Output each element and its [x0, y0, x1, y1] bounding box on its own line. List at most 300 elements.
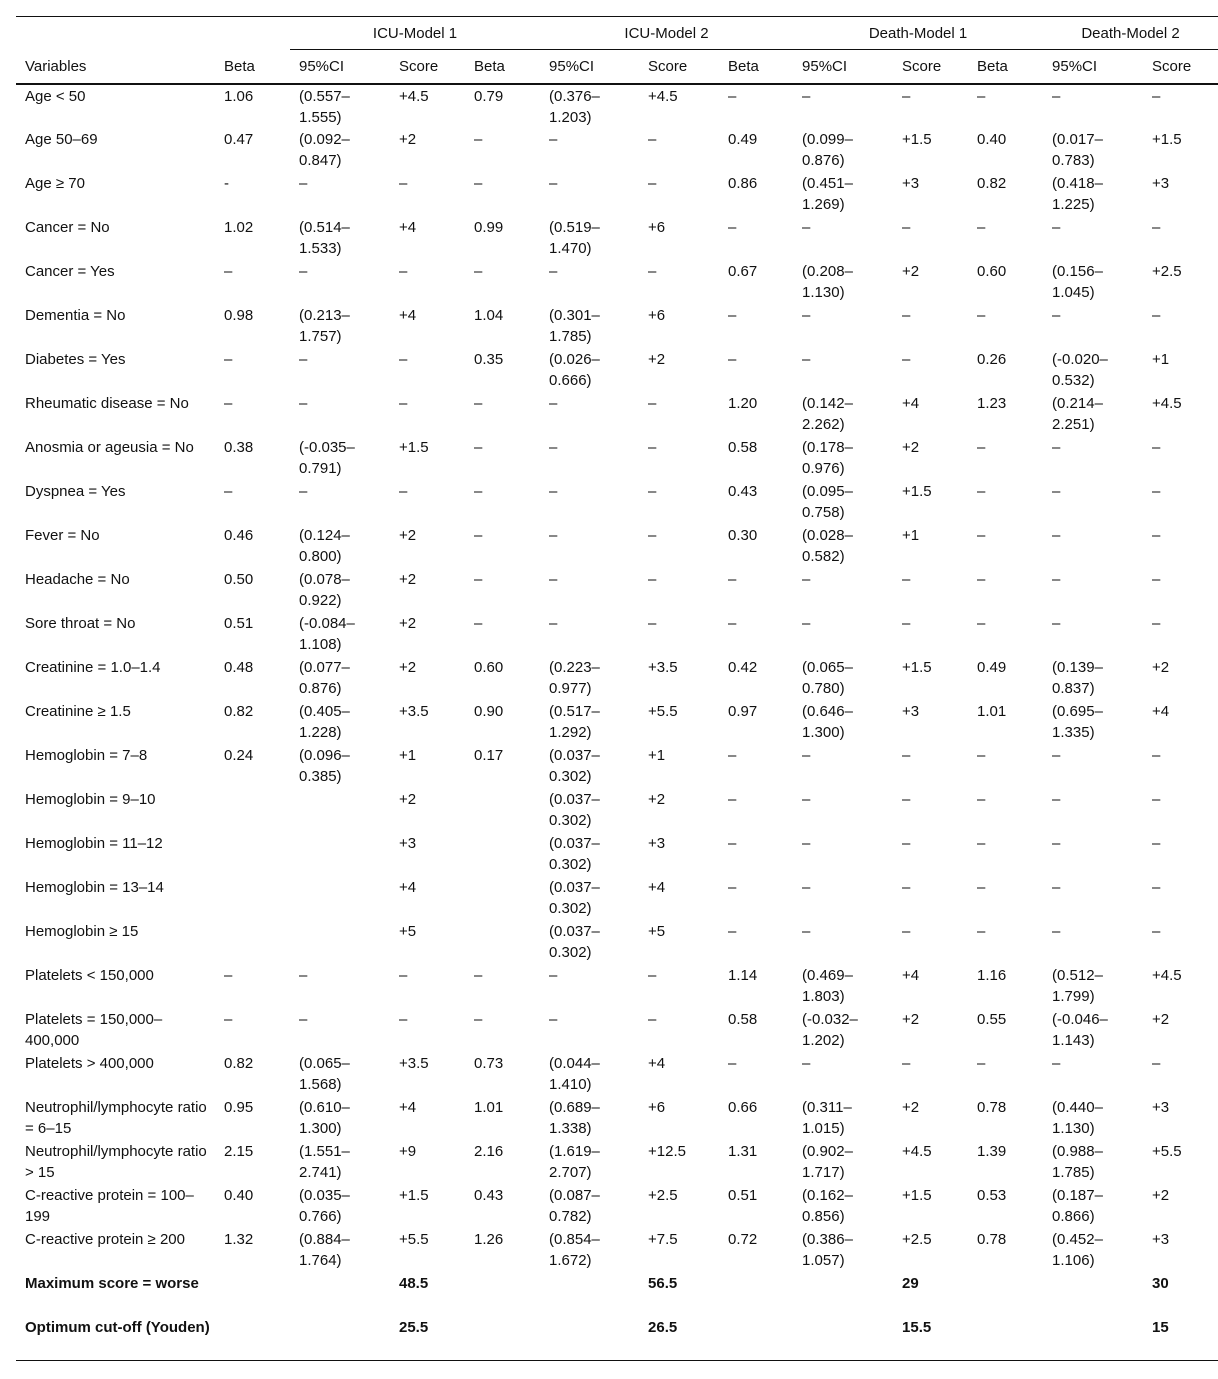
value-cell: +2	[902, 263, 920, 280]
value-cell: –	[1052, 835, 1061, 852]
group-header-death-model-1: Death-Model 1	[793, 17, 1043, 50]
value-cell: (-0.046–1.143)	[1052, 1011, 1108, 1049]
value-cell: (0.311–1.015)	[802, 1099, 852, 1137]
value-cell: (0.099–0.876)	[802, 131, 853, 169]
value-cell	[465, 920, 540, 964]
value-cell: (0.035–0.766)	[299, 1187, 350, 1225]
value-cell: –	[902, 219, 911, 236]
value-cell: –	[474, 131, 483, 148]
value-cell: 0.67	[728, 263, 758, 280]
value-cell: 0.48	[224, 659, 254, 676]
value-cell: –	[802, 88, 811, 105]
value-cell: 0.46	[224, 527, 254, 544]
value-cell: 0.58	[728, 439, 758, 456]
value-cell: –	[977, 307, 986, 324]
value-cell: –	[399, 395, 408, 412]
value-cell: 1.20	[728, 395, 758, 412]
variable-cell: Hemoglobin = 11–12	[25, 835, 163, 852]
value-cell: (1.551–2.741)	[299, 1143, 350, 1181]
value-cell: (-0.020–0.532)	[1052, 351, 1108, 389]
table-row	[16, 1272, 1218, 1316]
value-cell: 0.99	[474, 219, 504, 236]
value-cell: (0.139–0.837)	[1052, 659, 1103, 697]
value-cell: (0.037–0.302)	[549, 879, 600, 917]
value-cell: –	[902, 351, 911, 368]
value-cell: –	[299, 395, 308, 412]
value-cell: 1.01	[977, 703, 1007, 720]
table-row	[16, 656, 1218, 700]
value-cell: +2	[399, 527, 417, 544]
value-cell: 1.32	[224, 1231, 254, 1248]
value-cell: 0.66	[728, 1099, 758, 1116]
value-cell: –	[648, 967, 657, 984]
value-cell: –	[977, 483, 986, 500]
value-cell: (0.026–0.666)	[549, 351, 600, 389]
variable-cell: Maximum score = worse	[25, 1275, 199, 1292]
value-cell: +1.5	[1152, 131, 1182, 148]
column-header: Variables	[16, 50, 215, 85]
value-cell	[290, 1272, 390, 1316]
value-cell: –	[549, 571, 558, 588]
value-cell: (0.512–1.799)	[1052, 967, 1103, 1005]
value-cell: 1.02	[224, 219, 254, 236]
value-cell	[719, 1272, 793, 1316]
value-cell	[465, 832, 540, 876]
value-cell: –	[474, 615, 483, 632]
value-cell: (0.514–1.533)	[299, 219, 350, 257]
value-cell: 0.86	[728, 175, 758, 192]
value-cell: +2	[1152, 1187, 1170, 1204]
value-cell	[215, 920, 290, 964]
value-cell: 0.40	[224, 1187, 254, 1204]
value-cell: 0.82	[224, 1055, 254, 1072]
value-cell	[465, 1272, 540, 1316]
value-cell: –	[977, 1055, 986, 1072]
variable-cell: Cancer = No	[25, 219, 110, 236]
value-cell: –	[1152, 219, 1161, 236]
value-cell: +1.5	[902, 131, 932, 148]
value-cell: +2	[1152, 1011, 1170, 1028]
value-cell: –	[474, 439, 483, 456]
value-cell: (0.077–0.876)	[299, 659, 350, 697]
value-cell: 0.78	[977, 1099, 1007, 1116]
value-cell: (0.519–1.470)	[549, 219, 600, 257]
value-cell: –	[299, 351, 308, 368]
value-cell: (0.689–1.338)	[549, 1099, 600, 1137]
value-cell: –	[549, 967, 558, 984]
variable-cell: Neutrophil/lymphocyte ratio = 6–15	[25, 1099, 207, 1137]
value-cell: –	[1052, 923, 1061, 940]
value-cell	[290, 920, 390, 964]
value-cell: 0.51	[728, 1187, 758, 1204]
table-row	[16, 788, 1218, 832]
table-row	[16, 1096, 1218, 1140]
value-cell: –	[977, 527, 986, 544]
value-cell: –	[1152, 571, 1161, 588]
value-cell: –	[224, 263, 233, 280]
variable-cell: C-reactive protein ≥ 200	[25, 1231, 185, 1248]
value-cell: –	[728, 307, 737, 324]
value-cell: –	[1152, 439, 1161, 456]
table-row	[16, 304, 1218, 348]
variable-cell: Anosmia or ageusia = No	[25, 439, 194, 456]
column-header: 95%CI	[540, 50, 639, 85]
value-cell: –	[802, 747, 811, 764]
value-cell: +6	[648, 1099, 666, 1116]
group-header-icu-model-1: ICU-Model 1	[290, 17, 540, 50]
value-cell: +5.5	[1152, 1143, 1182, 1160]
value-cell: –	[399, 1011, 408, 1028]
table-row	[16, 744, 1218, 788]
table-row	[16, 1316, 1218, 1360]
table-row	[16, 436, 1218, 480]
value-cell: –	[399, 483, 408, 500]
value-cell: +4	[399, 1099, 417, 1116]
value-cell	[215, 1316, 290, 1360]
value-cell: –	[977, 88, 986, 105]
value-cell: –	[549, 483, 558, 500]
value-cell: (0.124–0.800)	[299, 527, 350, 565]
value-cell: (0.884–1.764)	[299, 1231, 350, 1269]
variable-cell: Neutrophil/lymphocyte ratio > 15	[25, 1143, 207, 1181]
value-cell: –	[902, 791, 911, 808]
value-cell: 1.01	[474, 1099, 504, 1116]
value-cell: +1.5	[902, 659, 932, 676]
group-header-icu-model-2: ICU-Model 2	[540, 17, 793, 50]
value-cell: (0.517–1.292)	[549, 703, 600, 741]
value-cell: +9	[399, 1143, 417, 1160]
value-cell: +3.5	[648, 659, 678, 676]
value-cell: –	[474, 527, 483, 544]
column-header: Beta	[215, 50, 290, 85]
value-cell: +3	[1152, 175, 1170, 192]
variable-cell: Rheumatic disease = No	[25, 395, 189, 412]
value-cell: –	[1152, 747, 1161, 764]
value-cell: +3	[902, 175, 920, 192]
variable-cell: Dementia = No	[25, 307, 126, 324]
value-cell: 0.53	[977, 1187, 1007, 1204]
value-cell: –	[802, 791, 811, 808]
table-row	[16, 876, 1218, 920]
value-cell: (0.451–1.269)	[802, 175, 853, 213]
value-cell: –	[728, 571, 737, 588]
value-cell: (0.037–0.302)	[549, 835, 600, 873]
variable-cell: Cancer = Yes	[25, 263, 115, 280]
column-header: 95%CI	[793, 50, 893, 85]
value-cell: (0.044–1.410)	[549, 1055, 600, 1093]
table-row	[16, 128, 1218, 172]
value-cell: +2	[399, 615, 417, 632]
value-cell	[290, 832, 390, 876]
value-cell: 0.60	[977, 263, 1007, 280]
value-cell: –	[549, 439, 558, 456]
value-cell: –	[1052, 307, 1061, 324]
value-cell: (-0.032–1.202)	[802, 1011, 858, 1049]
value-cell: 0.60	[474, 659, 504, 676]
column-header: Beta	[968, 50, 1043, 85]
value-cell: 2.15	[224, 1143, 254, 1160]
value-cell: –	[1052, 571, 1061, 588]
value-cell: –	[728, 351, 737, 368]
value-cell: (0.301–1.785)	[549, 307, 600, 345]
value-cell: +12.5	[648, 1143, 686, 1160]
value-cell: –	[648, 395, 657, 412]
value-cell: –	[648, 615, 657, 632]
table-row	[16, 524, 1218, 568]
value-cell: –	[299, 967, 308, 984]
table-body	[16, 84, 1218, 1360]
variable-cell: Age < 50	[25, 88, 86, 105]
value-cell: 1.14	[728, 967, 758, 984]
value-cell: –	[1052, 791, 1061, 808]
value-cell: –	[474, 483, 483, 500]
value-cell: +1	[902, 527, 920, 544]
value-cell: –	[728, 615, 737, 632]
value-cell: –	[399, 263, 408, 280]
value-cell: 0.49	[977, 659, 1007, 676]
value-cell: –	[474, 395, 483, 412]
value-cell: +1	[1152, 351, 1170, 368]
value-cell: (0.452–1.106)	[1052, 1231, 1103, 1269]
value-cell: –	[549, 131, 558, 148]
value-cell: 0.42	[728, 659, 758, 676]
value-cell: +4	[902, 395, 920, 412]
value-cell: –	[1152, 1055, 1161, 1072]
value-cell: –	[549, 527, 558, 544]
value-cell: –	[802, 835, 811, 852]
value-cell: +4.5	[648, 88, 678, 105]
blank-header-cell	[16, 17, 290, 50]
variable-cell: Dyspnea = Yes	[25, 483, 126, 500]
value-cell: –	[802, 879, 811, 896]
variable-cell: Platelets > 400,000	[25, 1055, 154, 1072]
variable-cell: C-reactive protein = 100–199	[25, 1187, 194, 1225]
value-cell: 0.51	[224, 615, 254, 632]
value-cell: +4	[648, 1055, 666, 1072]
value-cell: –	[977, 835, 986, 852]
value-cell: –	[474, 1011, 483, 1028]
value-cell: (0.065–0.780)	[802, 659, 853, 697]
value-cell: 0.43	[728, 483, 758, 500]
value-cell: –	[728, 88, 737, 105]
value-cell: –	[1152, 307, 1161, 324]
value-cell: 0.82	[224, 703, 254, 720]
value-cell: (0.440–1.130)	[1052, 1099, 1103, 1137]
value-cell: –	[1152, 615, 1161, 632]
table-row	[16, 1052, 1218, 1096]
value-cell: 15.5	[893, 1316, 968, 1360]
column-header: 95%CI	[1043, 50, 1143, 85]
value-cell: +5.5	[648, 703, 678, 720]
variable-cell: Age ≥ 70	[25, 175, 85, 192]
value-cell: +6	[648, 219, 666, 236]
value-cell: (0.187–0.866)	[1052, 1187, 1103, 1225]
value-cell	[1043, 1272, 1143, 1316]
value-cell: +1.5	[399, 1187, 429, 1204]
value-cell: –	[1152, 923, 1161, 940]
value-cell: –	[977, 747, 986, 764]
variable-cell: Optimum cut-off (Youden)	[16, 1316, 215, 1360]
value-cell: +5.5	[399, 1231, 429, 1248]
table-row	[16, 348, 1218, 392]
value-cell: 1.06	[224, 88, 254, 105]
value-cell: (0.028–0.582)	[802, 527, 853, 565]
column-header: Score	[1143, 50, 1218, 85]
value-cell: –	[299, 175, 308, 192]
value-cell: (0.078–0.922)	[299, 571, 350, 609]
value-cell: –	[902, 307, 911, 324]
variable-cell: Platelets = 150,000–400,000	[25, 1011, 163, 1049]
value-cell	[290, 788, 390, 832]
value-cell: (0.087–0.782)	[549, 1187, 600, 1225]
value-cell: 0.55	[977, 1011, 1007, 1028]
value-cell: –	[474, 967, 483, 984]
value-cell: 0.72	[728, 1231, 758, 1248]
value-cell: -	[224, 175, 229, 192]
column-header: Score	[893, 50, 968, 85]
value-cell: +2	[648, 791, 666, 808]
value-cell: +4	[648, 879, 666, 896]
results-table	[16, 16, 1218, 1361]
value-cell: –	[1052, 615, 1061, 632]
value-cell: +4.5	[1152, 395, 1182, 412]
value-cell: –	[1152, 879, 1161, 896]
value-cell: –	[1052, 483, 1061, 500]
value-cell: (0.610–1.300)	[299, 1099, 350, 1137]
value-cell: –	[977, 219, 986, 236]
value-cell	[290, 876, 390, 920]
variable-cell: Creatinine ≥ 1.5	[25, 703, 131, 720]
table-row	[16, 392, 1218, 436]
value-cell: (0.065–1.568)	[299, 1055, 350, 1093]
value-cell: +4	[1152, 703, 1170, 720]
value-cell: (0.376–1.203)	[549, 88, 600, 126]
value-cell: +2	[902, 439, 920, 456]
table-row	[16, 700, 1218, 744]
column-header-row	[16, 50, 1218, 85]
value-cell: –	[1052, 1055, 1061, 1072]
value-cell: (0.418–1.225)	[1052, 175, 1103, 213]
value-cell: (0.695–1.335)	[1052, 703, 1103, 741]
column-header: Score	[639, 50, 719, 85]
table-row	[16, 612, 1218, 656]
value-cell: –	[1052, 527, 1061, 544]
value-cell: 0.26	[977, 351, 1007, 368]
value-cell: –	[728, 1055, 737, 1072]
value-cell: –	[977, 879, 986, 896]
value-cell	[968, 1316, 1043, 1360]
value-cell: –	[1052, 219, 1061, 236]
value-cell: 29	[902, 1275, 919, 1292]
value-cell	[465, 876, 540, 920]
column-header: Beta	[465, 50, 540, 85]
value-cell: –	[224, 395, 233, 412]
value-cell: –	[1052, 88, 1061, 105]
value-cell: +4	[399, 219, 417, 236]
value-cell: –	[648, 131, 657, 148]
value-cell: –	[474, 263, 483, 280]
value-cell: –	[977, 439, 986, 456]
value-cell: (0.162–0.856)	[802, 1187, 853, 1225]
variable-cell: Hemoglobin = 9–10	[25, 791, 156, 808]
value-cell: 0.35	[474, 351, 504, 368]
value-cell: +1	[648, 747, 666, 764]
value-cell: +4.5	[1152, 967, 1182, 984]
value-cell: 2.16	[474, 1143, 504, 1160]
value-cell: (0.213–1.757)	[299, 307, 350, 345]
value-cell: –	[902, 747, 911, 764]
value-cell: –	[802, 219, 811, 236]
value-cell: –	[399, 351, 408, 368]
value-cell	[793, 1316, 893, 1360]
value-cell: –	[299, 263, 308, 280]
value-cell: (0.037–0.302)	[549, 747, 600, 785]
value-cell: –	[728, 835, 737, 852]
value-cell	[719, 1316, 793, 1360]
table-row	[16, 1228, 1218, 1272]
value-cell: –	[902, 571, 911, 588]
value-cell: 0.97	[728, 703, 758, 720]
table-row	[16, 260, 1218, 304]
value-cell: +3	[902, 703, 920, 720]
value-cell: 1.16	[977, 967, 1007, 984]
value-cell: 56.5	[648, 1275, 678, 1292]
value-cell	[540, 1272, 639, 1316]
value-cell: 0.50	[224, 571, 254, 588]
value-cell: –	[902, 879, 911, 896]
value-cell: +5	[648, 923, 666, 940]
variable-cell: Creatinine = 1.0–1.4	[25, 659, 161, 676]
value-cell	[465, 1316, 540, 1360]
value-cell: –	[648, 263, 657, 280]
column-header: Score	[390, 50, 465, 85]
value-cell: +4	[399, 307, 417, 324]
table-row	[16, 920, 1218, 964]
variable-cell: Headache = No	[25, 571, 130, 588]
value-cell: (0.214–2.251)	[1052, 395, 1103, 433]
value-cell: +4	[399, 879, 417, 896]
group-header-death-model-2: Death-Model 2	[1043, 17, 1218, 50]
value-cell: –	[728, 219, 737, 236]
value-cell: –	[1152, 88, 1161, 105]
value-cell: +5	[399, 923, 417, 940]
table-row	[16, 480, 1218, 524]
value-cell: +3	[399, 835, 417, 852]
value-cell: 0.82	[977, 175, 1007, 192]
value-cell: (-0.035–0.791)	[299, 439, 355, 477]
table-row	[16, 1184, 1218, 1228]
value-cell: –	[1152, 527, 1161, 544]
value-cell: (0.223–0.977)	[549, 659, 600, 697]
value-cell: +4.5	[399, 88, 429, 105]
value-cell: –	[549, 1011, 558, 1028]
value-cell: –	[802, 351, 811, 368]
value-cell: (-0.084–1.108)	[299, 615, 355, 653]
value-cell: –	[299, 1011, 308, 1028]
value-cell: +1.5	[399, 439, 429, 456]
value-cell: –	[224, 1011, 233, 1028]
value-cell: –	[802, 923, 811, 940]
variable-cell: Platelets < 150,000	[25, 967, 154, 984]
value-cell: +3	[648, 835, 666, 852]
value-cell: –	[549, 395, 558, 412]
value-cell: (0.096–0.385)	[299, 747, 350, 785]
value-cell: 1.04	[474, 307, 504, 324]
value-cell: –	[648, 527, 657, 544]
value-cell: +2	[399, 791, 417, 808]
value-cell: (0.092–0.847)	[299, 131, 350, 169]
value-cell: –	[802, 571, 811, 588]
